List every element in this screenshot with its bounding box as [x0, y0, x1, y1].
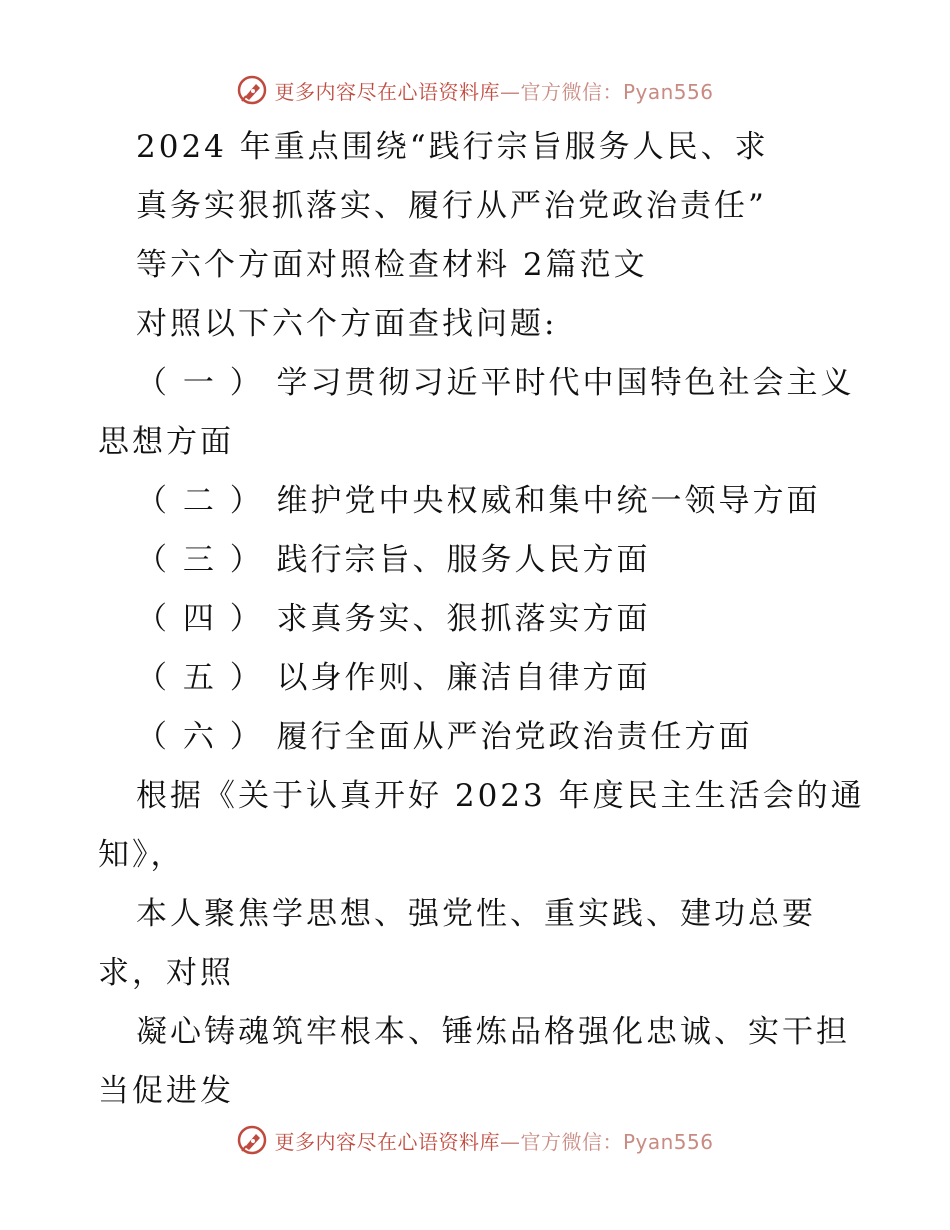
item-2: （ 二 ） 维护党中央权威和集中统一领导方面 — [136, 483, 821, 519]
document-title-line-1: 2024 年重点围绕“践行宗旨服务人民、求 — [136, 129, 769, 165]
paragraph-3-line-2: 当促进发 — [98, 1073, 234, 1109]
paragraph-3-line-1: 凝心铸魂筑牢根本、锤炼品格强化忠诚、实干担 — [136, 1014, 850, 1050]
intro-line: 对照以下六个方面查找问题: — [136, 306, 558, 342]
paragraph-2-line-2: 求，对照 — [98, 955, 234, 991]
watermark-text: 更多内容尽在心语资料库—官方微信：Pyan556 — [274, 1129, 714, 1154]
paragraph-2-line-1: 本人聚焦学思想、强党性、重实践、建功总要 — [136, 896, 816, 932]
item-4: （ 四 ） 求真务实、狠抓落实方面 — [136, 601, 651, 637]
item-1-line-2: 思想方面 — [98, 424, 234, 460]
paragraph-1-line-2: 知》， — [98, 837, 185, 873]
header-watermark — [0, 70, 950, 110]
watermark-text: 更多内容尽在心语资料库—官方微信：Pyan556 — [274, 79, 714, 104]
footer-watermark — [0, 1120, 950, 1160]
item-3: （ 三 ） 践行宗旨、服务人民方面 — [136, 542, 651, 578]
item-5: （ 五 ） 以身作则、廉洁自律方面 — [136, 660, 651, 696]
document-title-line-3: 等六个方面对照检查材料 2篇范文 — [136, 247, 648, 283]
document-body — [98, 118, 865, 1121]
item-6: （ 六 ） 履行全面从严治党政治责任方面 — [136, 719, 753, 755]
document-title-line-2: 真务实狠抓落实、履行从严治党政治责任” — [136, 188, 767, 224]
paragraph-1-line-1: 根据《关于认真开好 2023 年度民主生活会的通 — [136, 778, 865, 814]
item-1-line-1: （ 一 ） 学习贯彻习近平时代中国特色社会主义 — [136, 365, 855, 401]
pen-nib-logo-icon — [236, 74, 268, 106]
pen-nib-logo-icon — [236, 1124, 268, 1156]
